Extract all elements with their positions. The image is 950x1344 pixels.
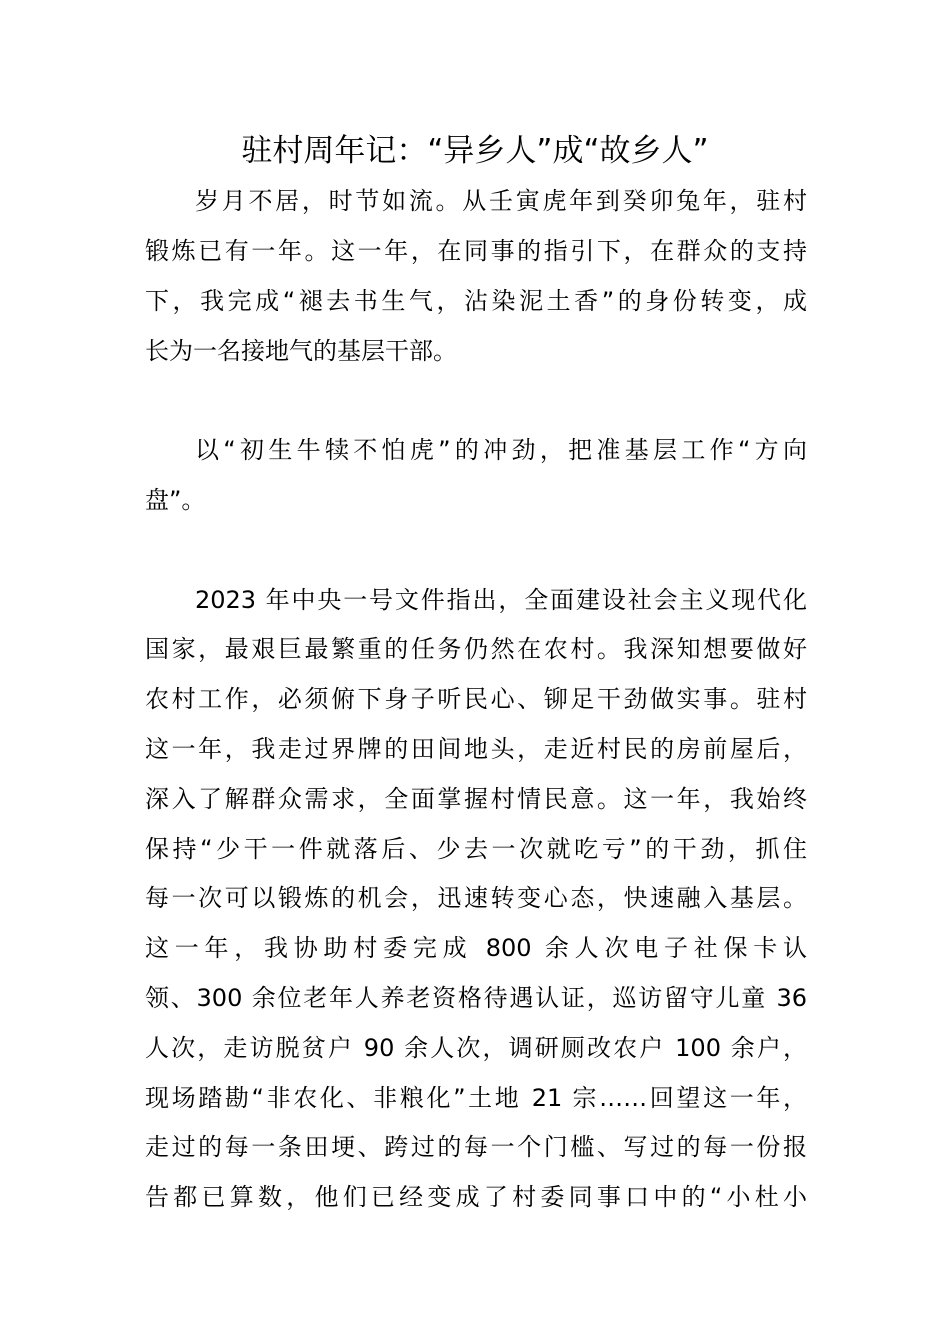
- paragraph-3-line-6: 保持“少干一件就落后、少去一次就吃亏”的干劲，抓住: [145, 835, 807, 863]
- paragraph-3-line-2: 国家，最艰巨最繁重的任务仍然在农村。我深知想要做好: [145, 635, 807, 663]
- paragraph-3-line-1: 2023 年中央一号文件指出，全面建设社会主义现代化: [195, 586, 807, 614]
- paragraph-1-line-3: 下，我完成“褪去书生气，沾染泥土香”的身份转变，成: [145, 287, 807, 315]
- paragraph-3-line-9: 领、300 余位老年人养老资格待遇认证，巡访留守儿童 36: [145, 984, 807, 1012]
- paragraph-3-line-12: 走过的每一条田埂、跨过的每一个门槛、写过的每一份报: [145, 1133, 807, 1161]
- paragraph-3-line-5: 深入了解群众需求，全面掌握村情民意。这一年，我始终: [145, 785, 807, 813]
- paragraph-3-line-13: 告都已算数，他们已经变成了村委同事口中的“小杜小: [145, 1183, 807, 1211]
- paragraph-2-line-2: 盘”。: [145, 486, 206, 514]
- paragraph-3-line-7: 每一次可以锻炼的机会，迅速转变心态，快速融入基层。: [145, 884, 807, 912]
- paragraph-1-line-2: 锻炼已有一年。这一年，在同事的指引下，在群众的支持: [145, 237, 807, 265]
- paragraph-3-line-4: 这一年，我走过界牌的田间地头，走近村民的房前屋后，: [145, 735, 807, 763]
- paragraph-3-line-10: 人次，走访脱贫户 90 余人次，调研厕改农户 100 余户，: [145, 1034, 807, 1062]
- paragraph-3-line-11: 现场踏勘“非农化、非粮化”土地 21 宗……回望这一年，: [145, 1084, 807, 1112]
- paragraph-2-line-1: 以“初生牛犊不怕虎”的冲劲，把准基层工作“方向: [195, 436, 807, 464]
- document-title: 驻村周年记：“异乡人”成“故乡人”: [241, 133, 709, 169]
- paragraph-1-line-4: 长为一名接地气的基层干部。: [145, 337, 457, 365]
- paragraph-1-line-1: 岁月不居，时节如流。从壬寅虎年到癸卯兔年，驻村: [195, 187, 807, 215]
- paragraph-3-line-8: 这一年，我协助村委完成 800 余人次电子社保卡认: [145, 934, 807, 962]
- paragraph-3-line-3: 农村工作，必须俯下身子听民心、铆足干劲做实事。驻村: [145, 685, 807, 713]
